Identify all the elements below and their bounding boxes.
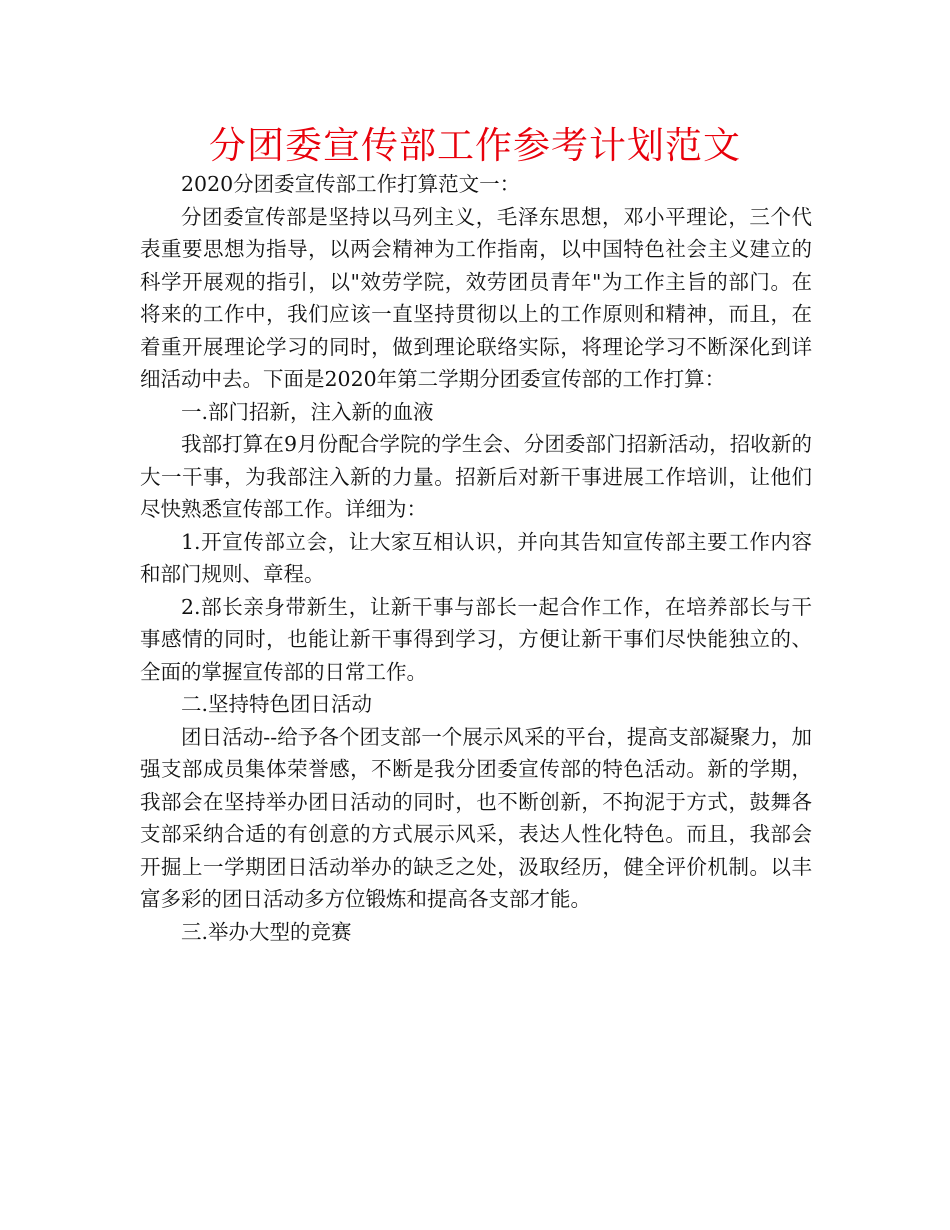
section-heading-2: 二.坚持特色团日活动: [181, 692, 373, 716]
list-item-2: 2.部长亲身带新生，让新干事与部长一起合作工作，在培养部长与干事感情的同时，也能让新干事得到学习，方便让新干事们尽快能独立的、全面的掌握宣传部的日常工作。: [140, 594, 812, 684]
paragraph-league-day: 团日活动--给予各个团支部一个展示风采的平台，提高支部凝聚力，加强支部成员集体荣誉感，不断是我分团委宣传部的特色活动。新的学期，我部会在坚持举办团日活动的同时，也不断创新，不拘泥于方式，鼓舞各支部采纳合适的有创意的方式展示风采，表达人性化特色。而且，我部会开掘上一学期团日活动举办的缺乏之处，汲取经历，健全评价机制。以丰富多彩的团日活动多方位锻炼和提高各支部才能。: [140, 724, 812, 911]
paragraph-overview: 分团委宣传部是坚持以马列主义，毛泽东思想，邓小平理论，三个代表重要思想为指导，以两会精神为工作指南，以中国特色社会主义建立的科学开展观的指引，以"效劳学院，效劳团员青年"为工作主旨的部门。在将来的工作中，我们应该一直坚持贯彻以上的工作原则和精神，而且，在着重开展理论学习的同时，做到理论联络实际，将理论学习不断深化到详细活动中去。下面是2020年第二学期分团委宣传部的工作打算：: [140, 204, 812, 391]
document-title: 分团委宣传部工作参考计划范文: [209, 124, 741, 167]
section-heading-3: 三.举办大型的竞赛: [181, 919, 352, 944]
section-heading-1: 一.部门招新，注入新的血液: [181, 399, 434, 424]
paragraph-intro: 2020分团委宣传部工作打算范文一：: [181, 172, 521, 196]
paragraph-recruitment: 我部打算在9月份配合学院的学生会、分团委部门招新活动，招收新的大一干事，为我部注入新的力量。招新后对新干事进展工作培训，让他们尽快熟悉宣传部工作。详细为：: [140, 432, 812, 521]
list-item-1: 1.开宣传部立会，让大家互相认识，并向其告知宣传部主要工作内容和部门规则、章程。: [140, 529, 812, 586]
document-body: [140, 168, 812, 948]
